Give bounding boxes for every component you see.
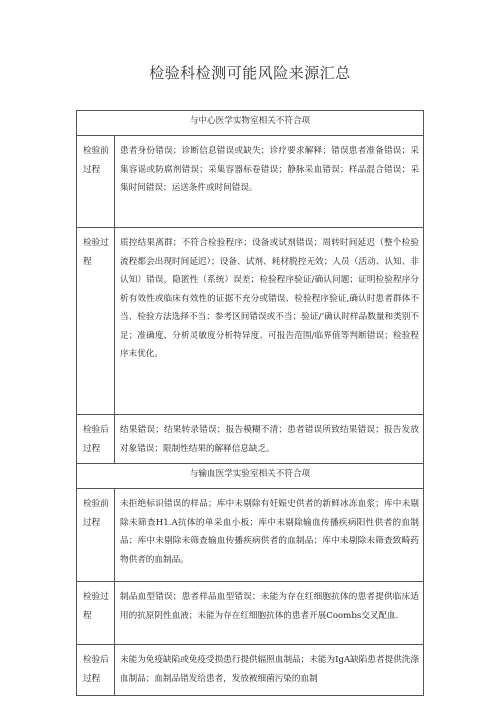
row-content: 制品血型错误；患者样品血型错误；未能为存在红细胞抗体的患者提供临床适用的抗原阴性血液；未能为存在红细胞抗体的患者开展Coombs交叉配血. <box>115 582 424 645</box>
row-content: 未拒绝标识错误的样品；库中未剔除有妊娠史供者的新鲜冰冻血浆；库中未剔除未筛查H1.A抗体的单采血小板；库中未剔除输血传播疾病阳性供者的血制品；库中未剔除未筛查输血传播疾病供者的血制品；库中未剔除未筛查致畸药物供者的血制品。 <box>115 489 424 582</box>
section-header: 与中心医学实物室相关不符合项 <box>77 111 424 136</box>
section-header-row <box>77 464 424 489</box>
risk-source-table <box>76 110 424 696</box>
row-content: 患者身份错误；诊断信息错误或缺失；诊疗要求解释；错误患者准备错误；采集容谣或防腐剂错误；采集容器标卷错误；静脉采血错误；样品混合错误；采集时间错误；运送条件或时间错误。 <box>115 136 424 228</box>
row-content: 未能为免疫缺陷或免疫受损患行提供辐照血制品；未能为IgA缺陷患者提供洗涤血制品；血制品错发给患者，发放被细菌污染的血制 <box>115 645 424 696</box>
row-label: 检验后过程 <box>77 645 115 696</box>
row-content: 结果错误；结果转录错误；报告模糊不清；患者错误所致结果错误；报告发放对象错误；限制性结果的解释信息缺乏。 <box>115 415 424 464</box>
row-label: 检验过程 <box>77 228 115 415</box>
table-row <box>77 489 424 582</box>
section-header: 与输血医学实验室相关不符合项 <box>77 464 424 489</box>
section-header-row <box>77 111 424 136</box>
table-row <box>77 645 424 696</box>
row-content: 质控结果离群；不符合检验程序；设备或试剂错误；周转时间延迟（整个检验流程都会出现时间延迟）；设备、试剂、耗材脱控无效；人员（活动、认知、非认知）错误，隐匿性（系统）误差；检验程序验证/确认问题；证明检验程序分析有效性或临床有效性的证据不充分或错误、检验程序验证,确认时患者群体不当、检验方法选择不当；参考区间错误或不当；验证/‘确认时样品数量和类别不足；准确度、分析灵敏度分析特异度、可报告范围/临界值等判断错误；检验程序末优化。 <box>115 228 424 415</box>
document-title: 检验科检测可能风险来源汇总 <box>149 64 351 82</box>
row-label: 检验前过程 <box>77 136 115 228</box>
table-row <box>77 415 424 464</box>
table-row <box>77 136 424 228</box>
row-label: 检验过程 <box>77 582 115 645</box>
row-label: 检验前过程 <box>77 489 115 582</box>
table-row <box>77 228 424 415</box>
row-label: 检验后过程 <box>77 415 115 464</box>
table-row <box>77 582 424 645</box>
